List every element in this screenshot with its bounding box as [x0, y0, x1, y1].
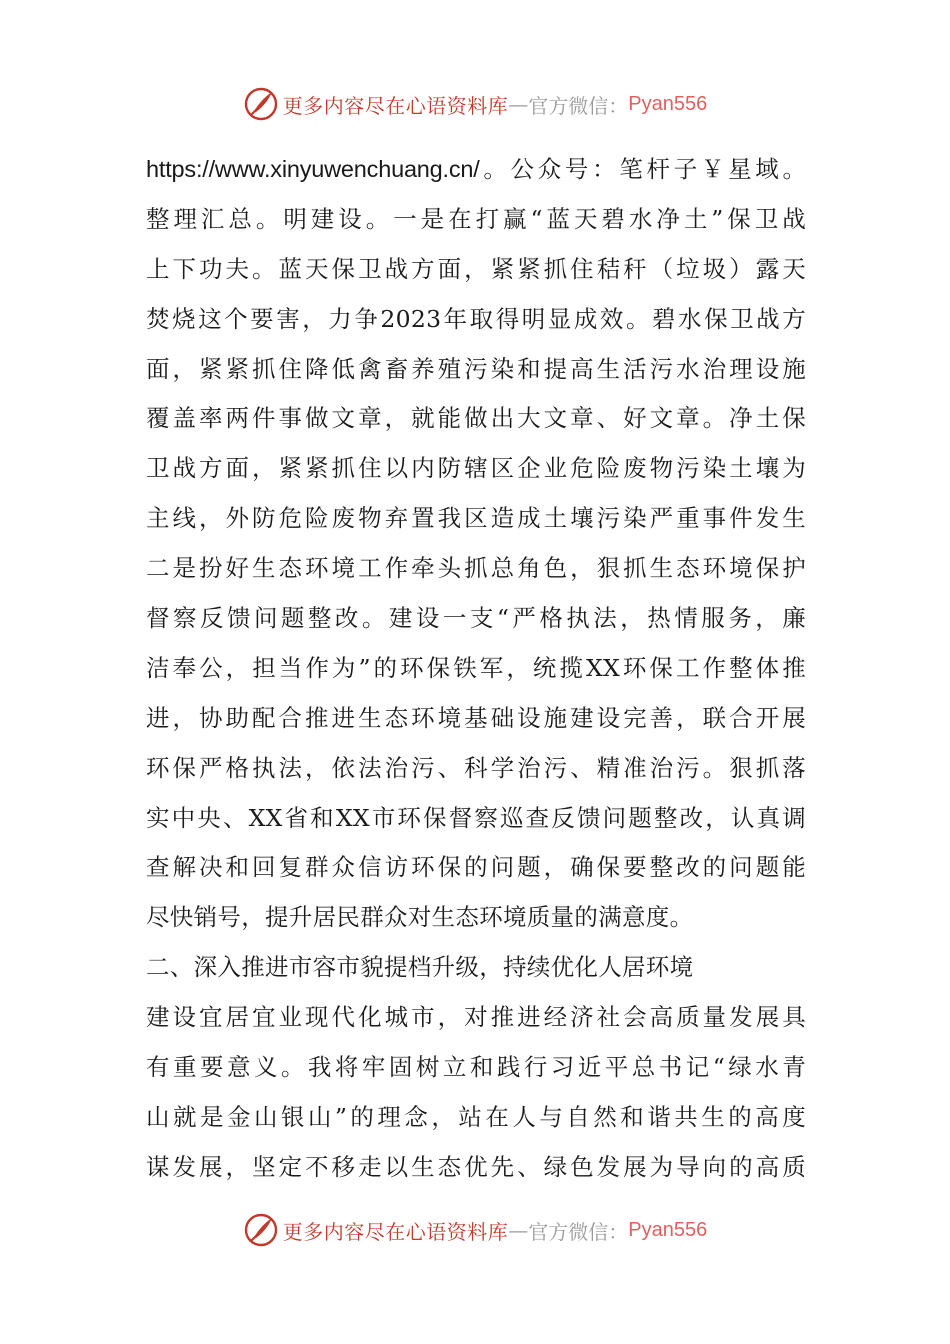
- text-line: 查解决和回复群众信访环保的问题，确保要整改的问题能: [146, 853, 806, 882]
- watermark-site-text: 更多内容尽在心语资料库: [282, 1219, 509, 1244]
- text-line: 上下功夫。蓝天保卫战方面，紧紧抓住秸秆（垃圾）露天: [146, 254, 806, 283]
- text-line: 覆盖率两件事做文章，就能做出大文章、好文章。净土保: [146, 404, 806, 433]
- watermark-wechat-id: Pyan556: [628, 1218, 708, 1241]
- text-line: 谋发展，坚定不移走以生态优先、绿色发展为导向的高质: [146, 1152, 806, 1181]
- text-line: 进，协助配合推进生态环境基础设施建设完善，联合开展: [146, 703, 806, 732]
- text-line: 二是扮好生态环境工作牵头抓总角色，狠抓生态环境保护: [146, 554, 806, 583]
- text-line: 督察反馈问题整改。建设一支“严格执法，热情服务，廉: [146, 604, 806, 633]
- text-line: 主线，外防危险废物弃置我区造成土壤污染严重事件发生: [146, 504, 806, 533]
- text-line: 环保严格执法，依法治污、科学治污、精准治污。狠抓落: [146, 753, 806, 782]
- watermark-wechat-id: Pyan556: [628, 92, 708, 115]
- text-line: 实中央、XX省和XX市环保督察巡查反馈问题整改，认真调: [146, 803, 806, 832]
- url-line: [146, 145, 806, 195]
- header-watermark: [0, 82, 950, 126]
- text-line: 焚烧这个要害，力争2023年取得明显成效。碧水保卫战方: [146, 304, 806, 333]
- text-line: 洁奉公，担当作为”的环保铁军，统揽XX环保工作整体推: [146, 653, 806, 682]
- watermark-dash: —: [508, 92, 529, 116]
- watermark-dash: —: [508, 1218, 529, 1242]
- text-line: 面，紧紧抓住降低禽畜养殖污染和提高生活污水治理设施: [146, 354, 806, 383]
- source-url: https://www.xinyuwenchuang.cn/: [146, 156, 480, 182]
- quill-logo-icon: [243, 86, 279, 122]
- section-heading: 二、深入推进市容市貌提档升级，持续优化人居环境: [146, 953, 694, 982]
- watermark-wechat-label: 官方微信：: [528, 1219, 629, 1244]
- watermark-wechat-label: 官方微信：: [528, 93, 629, 118]
- footer-watermark: [0, 1208, 950, 1252]
- text-line: 有重要意义。我将牢固树立和践行习近平总书记“绿水青: [146, 1053, 806, 1082]
- quill-logo-icon: [243, 1212, 279, 1248]
- text-line: 尽快销号，提升居民群众对生态环境质量的满意度。: [146, 903, 694, 932]
- document-body: [146, 145, 806, 1193]
- text-line: 整理汇总。明建设。一是在打赢“蓝天碧水净土”保卫战: [146, 204, 806, 233]
- text-line: 建设宜居宜业现代化城市，对推进经济社会高质量发展具: [146, 1003, 806, 1032]
- watermark-site-text: 更多内容尽在心语资料库: [282, 93, 509, 118]
- text-line: 卫战方面，紧紧抓住以内防辖区企业危险废物污染土壤为: [146, 454, 806, 483]
- url-line-rest: 。公众号：笔杆子￥星域。: [479, 155, 806, 183]
- text-line: 山就是金山银山”的理念，站在人与自然和谐共生的高度: [146, 1102, 806, 1131]
